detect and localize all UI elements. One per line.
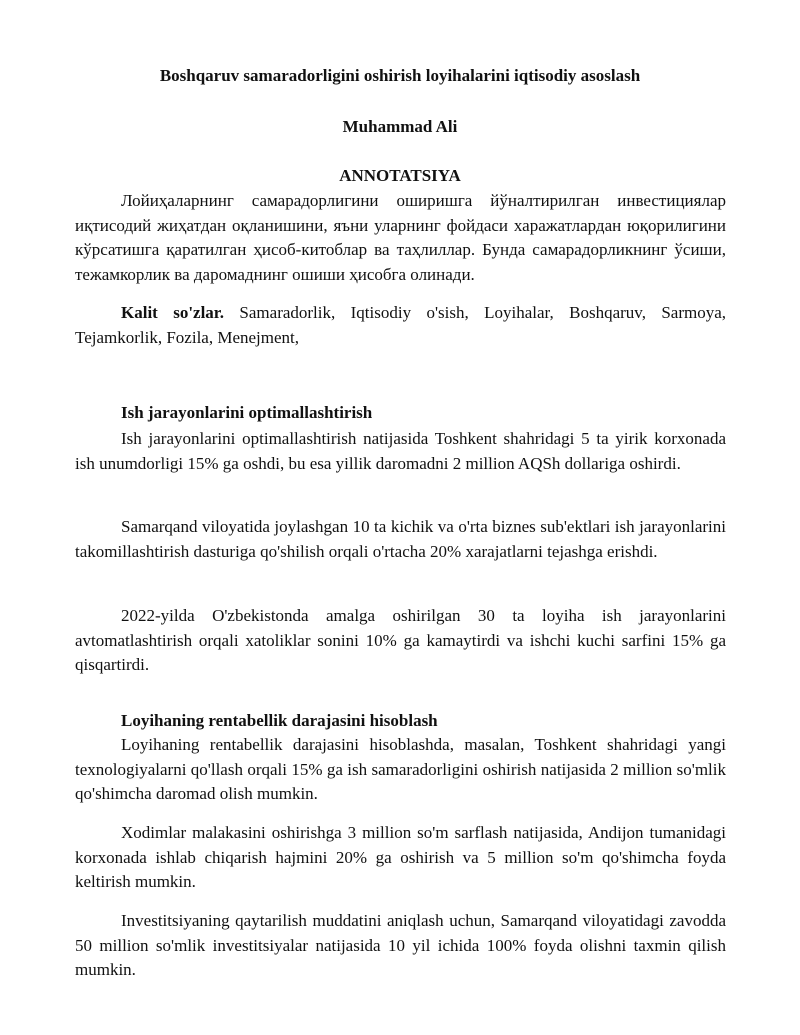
paper-title: Boshqaruv samaradorligini oshirish loyihalarini iqtisodiy asoslash xyxy=(159,66,641,85)
keyword: , Menejment xyxy=(209,328,295,347)
keywords-label: Kalit so'zlar. xyxy=(121,303,225,322)
keyword: , Sarmoya xyxy=(642,303,722,322)
abstract-heading: ANNOTATSIYA xyxy=(339,166,461,185)
keywords-paragraph xyxy=(75,301,726,350)
section2-paragraph-1: Loyihaning rentabellik darajasini hisoblashda, masalan, Toshkent shahridagi yangi texnologiyalarni qo'llash orqali 15% ga ish samaradorligini oshirish natijasida 2 million so'mlik qo'shimcha daromad olish mumkin. xyxy=(75,735,726,803)
keyword: , Fozila xyxy=(158,328,209,347)
section1-paragraph-2: Samarqand viloyatida joylashgan 10 ta kichik va o'rta biznes sub'ektlari ish jarayonlarini takomillashtirish dasturiga qo'shilish orqali o'rtacha 20% xarajatlarni tejashga erishdi. xyxy=(75,517,726,561)
keyword: , Loyihalar xyxy=(464,303,549,322)
section-heading-profitability: Loyihaning rentabellik darajasini hisoblash xyxy=(121,711,438,730)
keyword: , Boshqaruv xyxy=(550,303,642,322)
keyword: , Tejamkorlik xyxy=(75,303,726,347)
section1-paragraph-1: Ish jarayonlarini optimallashtirish natijasida Toshkent shahridagi 5 ta yirik korxonada ish unumdorligi 15% ga oshdi, bu esa yillik daromadni 2 million AQSh dollariga oshirdi. xyxy=(75,429,726,473)
abstract-text: Лойиҳаларнинг самарадорлигини оширишга йўналтирилган инвестициялар иқтисодий жиҳатдан оқланишини, яъни уларнинг фойдаси харажатлардан юқорилигини кўрсатишга қаратилган ҳисоб-китоблар ва таҳлиллар. Бунда самарадорликнинг ўсиши, тежамкорлик ва даромаднинг ошиши ҳисобга олинади. xyxy=(75,191,726,284)
keyword: Samaradorlik xyxy=(239,303,332,322)
author-name: Muhammad Ali xyxy=(342,117,458,136)
section-heading-optimization: Ish jarayonlarini optimallashtirish xyxy=(121,403,373,422)
section2-paragraph-2: Xodimlar malakasini oshirishga 3 million so'm sarflash natijasida, Andijon tumanidagi korxonada ishlab chiqarish hajmini 20% ga oshirish va 5 million so'm qo'shimcha foyda keltirish mumkin. xyxy=(75,823,726,891)
section1-paragraph-3: 2022-yilda O'zbekistonda amalga oshirilgan 30 ta loyiha ish jarayonlarini avtomatlashtirish orqali xatoliklar sonini 10% ga kamaytirdi va ishchi kuchi sarfini 15% ga qisqartirdi. xyxy=(75,606,726,674)
keywords-trailing: , xyxy=(294,327,300,347)
keyword: , Iqtisodiy o'sish xyxy=(331,303,464,322)
section2-paragraph-3: Investitsiyaning qaytarilish muddatini aniqlash uchun, Samarqand viloyatidagi zavodda 50 million so'mlik investitsiyalar natijasida 10 yil ichida 100% foyda olishni taxmin qilish mumkin. xyxy=(75,911,726,979)
